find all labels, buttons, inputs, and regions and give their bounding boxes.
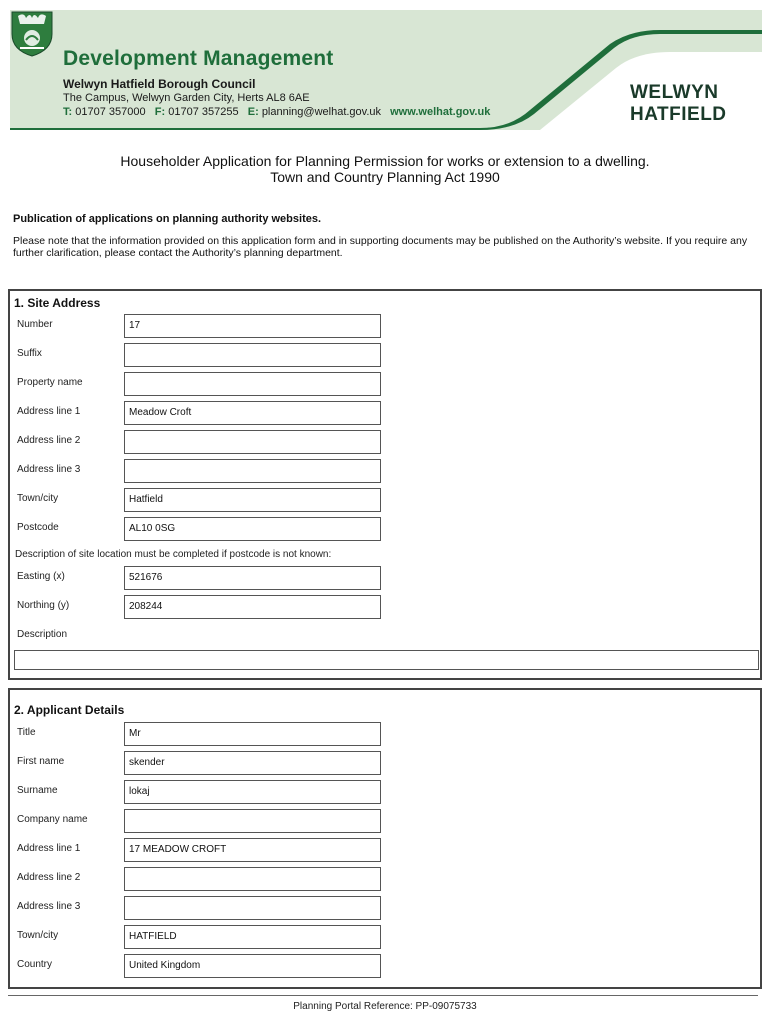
property-name-field[interactable] [124,372,381,396]
field-label-postcode: Postcode [17,522,59,533]
logo-wordmark [630,82,727,126]
tel-number: 01707 357000 [75,106,146,118]
field-label-easting: Easting (x) [17,571,65,582]
postcode-field[interactable]: AL10 0SG [124,517,381,541]
field-label-address-line-3: Address line 3 [17,464,81,475]
address-line-1-field[interactable]: Meadow Croft [124,401,381,425]
field-label-suffix: Suffix [17,348,42,359]
northing-field[interactable]: 208244 [124,595,381,619]
field-label-address-line-1: Address line 1 [17,406,81,417]
applicant-details-section [8,688,762,989]
form-subtitle: Town and Country Planning Act 1990 [270,169,500,185]
suffix-field[interactable] [124,343,381,367]
country-field[interactable]: United Kingdom [124,954,381,978]
field-label-northing: Northing (y) [17,600,70,611]
website-link: www.welhat.gov.uk [390,106,491,118]
form-title: Householder Application for Planning Permission for works or extension to a dwelling. [120,153,650,169]
publication-notice: Please note that the information provided on this application form and in supporting documents may be published on the Authority’s website. If you require any further clarification, please contact the Authority’s planning department. [13,235,748,259]
fax-label: F: [154,106,166,118]
company-name-field[interactable] [124,809,381,833]
address-line-2-field[interactable] [124,430,381,454]
field-label-property-name: Property name [17,377,83,388]
field-label-address-line-2: Address line 2 [17,872,81,883]
field-label-title: Title [17,727,36,738]
publication-heading: Publication of applications on planning authority websites. [13,213,322,225]
field-label-first-name: First name [17,756,65,767]
applicant-address-line-3-field[interactable] [124,896,381,920]
title-field[interactable]: Mr [124,722,381,746]
section-title: 1. Site Address [14,296,101,310]
first-name-field[interactable]: skender [124,751,381,775]
tel-label: T: [63,106,73,118]
council-crest-icon [10,10,54,58]
council-name: Welwyn Hatfield Borough Council [63,77,256,91]
portal-reference: Planning Portal Reference: PP-09075733 [293,1001,477,1012]
header-banner [10,10,762,130]
site-address-section [8,289,762,680]
contact-line [63,106,490,118]
field-label-town-city: Town/city [17,930,59,941]
field-label-country: Country [17,959,53,970]
logo-line-2: HATFIELD [630,104,727,125]
field-label-address-line-3: Address line 3 [17,901,81,912]
section-title: 2. Applicant Details [14,703,125,717]
fax-number: 01707 357255 [168,106,239,118]
field-label-surname: Surname [17,785,58,796]
field-label-description: Description [17,629,68,640]
town-city-field[interactable]: Hatfield [124,488,381,512]
council-address: The Campus, Welwyn Garden City, Herts AL8 6AE [63,92,310,104]
field-label-number: Number [17,319,53,330]
department-title: Development Management [63,47,334,70]
logo-line-1: WELWYN [630,82,719,103]
field-label-company-name: Company name [17,814,88,825]
easting-field[interactable]: 521676 [124,566,381,590]
applicant-town-city-field[interactable]: HATFIELD [124,925,381,949]
surname-field[interactable]: lokaj [124,780,381,804]
applicant-address-line-2-field[interactable] [124,867,381,891]
field-label-address-line-1: Address line 1 [17,843,81,854]
address-line-3-field[interactable] [124,459,381,483]
field-label-town-city: Town/city [17,493,59,504]
applicant-address-line-1-field[interactable]: 17 MEADOW CROFT [124,838,381,862]
number-field[interactable]: 17 [124,314,381,338]
email-address: planning@welhat.gov.uk [261,106,382,118]
location-note: Description of site location must be completed if postcode is not known: [15,549,332,560]
field-label-address-line-2: Address line 2 [17,435,81,446]
email-label: E: [247,106,259,118]
description-field[interactable] [14,650,759,670]
footer-divider [8,995,758,996]
